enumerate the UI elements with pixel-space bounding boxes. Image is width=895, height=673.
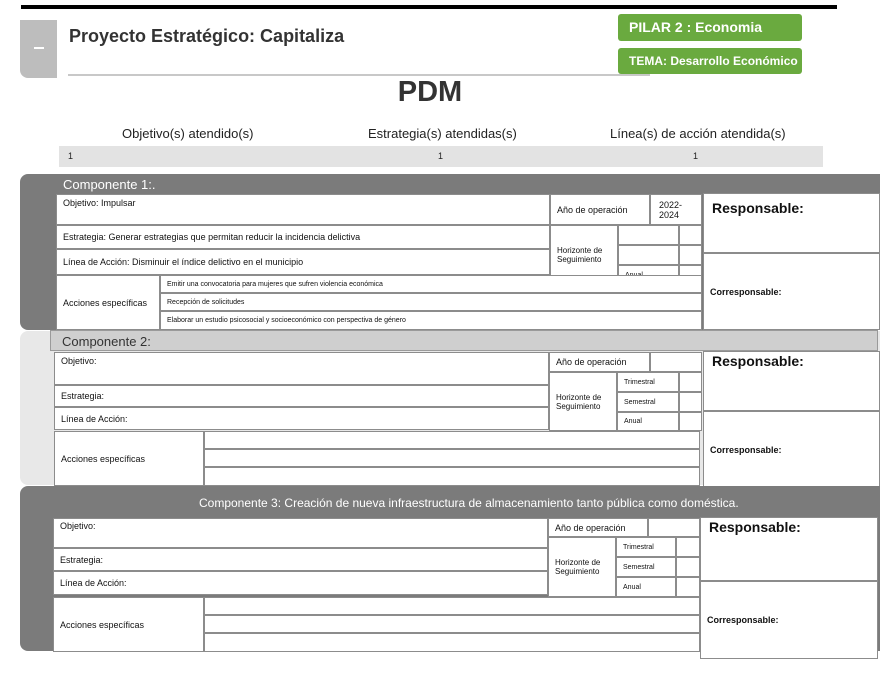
c1-accion-2: Recepción de solicitudes xyxy=(160,293,702,311)
c3-anio-label: Año de operación xyxy=(548,518,648,537)
c1-anio-label: Año de operación xyxy=(550,194,650,225)
lineas-header: Línea(s) de acción atendida(s) xyxy=(610,126,786,141)
c2-anual-check xyxy=(679,412,702,431)
pilar-badge: PILAR 2 : Economia xyxy=(618,14,802,41)
dash-icon xyxy=(34,47,44,49)
c3-semestral-label: Semestral xyxy=(616,557,676,577)
c3-semestral-check xyxy=(676,557,700,577)
c1-linea-cell: Línea de Acción: Disminuir el índice delictivo en el municipio xyxy=(56,249,550,275)
c1-horizonte-row2 xyxy=(618,245,679,265)
section-tab-marker xyxy=(20,20,57,78)
componente3-title xyxy=(199,496,739,510)
c2-corresponsable: Corresponsable: xyxy=(703,411,880,488)
c2-semestral-check xyxy=(679,392,702,412)
objetivos-header: Objetivo(s) atendido(s) xyxy=(122,126,254,141)
c2-trimestral-check xyxy=(679,372,702,392)
componente2-header-bar xyxy=(50,330,878,351)
c3-accion-1 xyxy=(204,597,700,615)
c3-anual-label: Anual xyxy=(616,577,676,597)
c1-anio-value-end: 2024 xyxy=(659,210,680,220)
c1-acciones-label: Acciones específicas xyxy=(56,275,160,330)
c1-horizonte-row1 xyxy=(618,225,679,245)
tema-badge: TEMA: Desarrollo Económico xyxy=(618,48,802,74)
c2-horizonte-label: Horizonte de Seguimiento xyxy=(549,372,617,431)
c1-anio-value xyxy=(650,194,702,225)
lineas-value: 1 xyxy=(693,151,699,161)
componente2-title: Componente 2: xyxy=(62,334,151,349)
c2-responsable: Responsable: xyxy=(703,351,880,411)
project-title: Proyecto Estratégico: Capitaliza xyxy=(69,26,345,46)
c3-horizonte-label: Horizonte de Seguimiento xyxy=(548,537,616,597)
componente3-title-text: Creación de nueva infraestructura de almacenamiento tanto pública como doméstica. xyxy=(284,496,739,510)
c1-objetivo-cell: Objetivo: Impulsar xyxy=(56,194,550,225)
c2-semestral-label: Semestral xyxy=(617,392,679,412)
c1-corresponsable: Corresponsable: xyxy=(703,253,880,330)
componente3-title-prefix: Componente 3: xyxy=(199,496,282,510)
c1-responsable: Responsable: xyxy=(703,193,880,253)
c1-estrategia-cell: Estrategia: Generar estrategias que permitan reducir la incidencia delictiva xyxy=(56,225,550,249)
c3-acciones-label: Acciones específicas xyxy=(53,597,204,652)
c3-accion-3 xyxy=(204,633,700,652)
c2-accion-2 xyxy=(204,449,700,467)
c3-estrategia-cell: Estrategia: xyxy=(53,548,548,571)
estrategias-header: Estrategia(s) atendidas(s) xyxy=(368,126,517,141)
c2-accion-1 xyxy=(204,431,700,449)
estrategias-value: 1 xyxy=(438,151,444,161)
c1-horizonte-label: Horizonte de Seguimiento xyxy=(550,225,618,285)
c2-estrategia-cell: Estrategia: xyxy=(54,385,549,407)
c3-accion-2 xyxy=(204,615,700,633)
top-rule xyxy=(21,5,837,9)
c3-responsable: Responsable: xyxy=(700,517,878,581)
c3-trimestral-label: Trimestral xyxy=(616,537,676,557)
c2-anio-value xyxy=(650,352,702,372)
componente1-title: Componente 1:. xyxy=(63,177,156,192)
c2-acciones-label: Acciones específicas xyxy=(54,431,204,486)
c3-anual-check xyxy=(676,577,700,597)
c3-anio-value xyxy=(648,518,700,537)
c1-horizonte-check2 xyxy=(679,245,702,265)
c3-linea-cell: Línea de Acción: xyxy=(53,571,548,595)
c3-trimestral-check xyxy=(676,537,700,557)
c2-accion-3 xyxy=(204,467,700,486)
c1-accion-1: Emitir una convocatoria para mujeres que sufren violencia económica xyxy=(160,275,702,293)
c3-corresponsable: Corresponsable: xyxy=(700,581,878,659)
c2-trimestral-label: Trimestral xyxy=(617,372,679,392)
c2-linea-cell: Línea de Acción: xyxy=(54,407,549,430)
c1-anio-value-start: 2022- xyxy=(659,200,683,210)
objetivos-value: 1 xyxy=(68,151,74,161)
c3-objetivo-cell: Objetivo: xyxy=(53,518,548,548)
c2-objetivo-cell: Objetivo: xyxy=(54,352,549,385)
c1-horizonte-check1 xyxy=(679,225,702,245)
document-title: PDM xyxy=(397,76,463,108)
c1-accion-3: Elaborar un estudio psicosocial y socioeconómico con perspectiva de género xyxy=(160,311,702,330)
c2-anio-label: Año de operación xyxy=(549,352,650,372)
c2-anual-label: Anual xyxy=(617,412,679,431)
